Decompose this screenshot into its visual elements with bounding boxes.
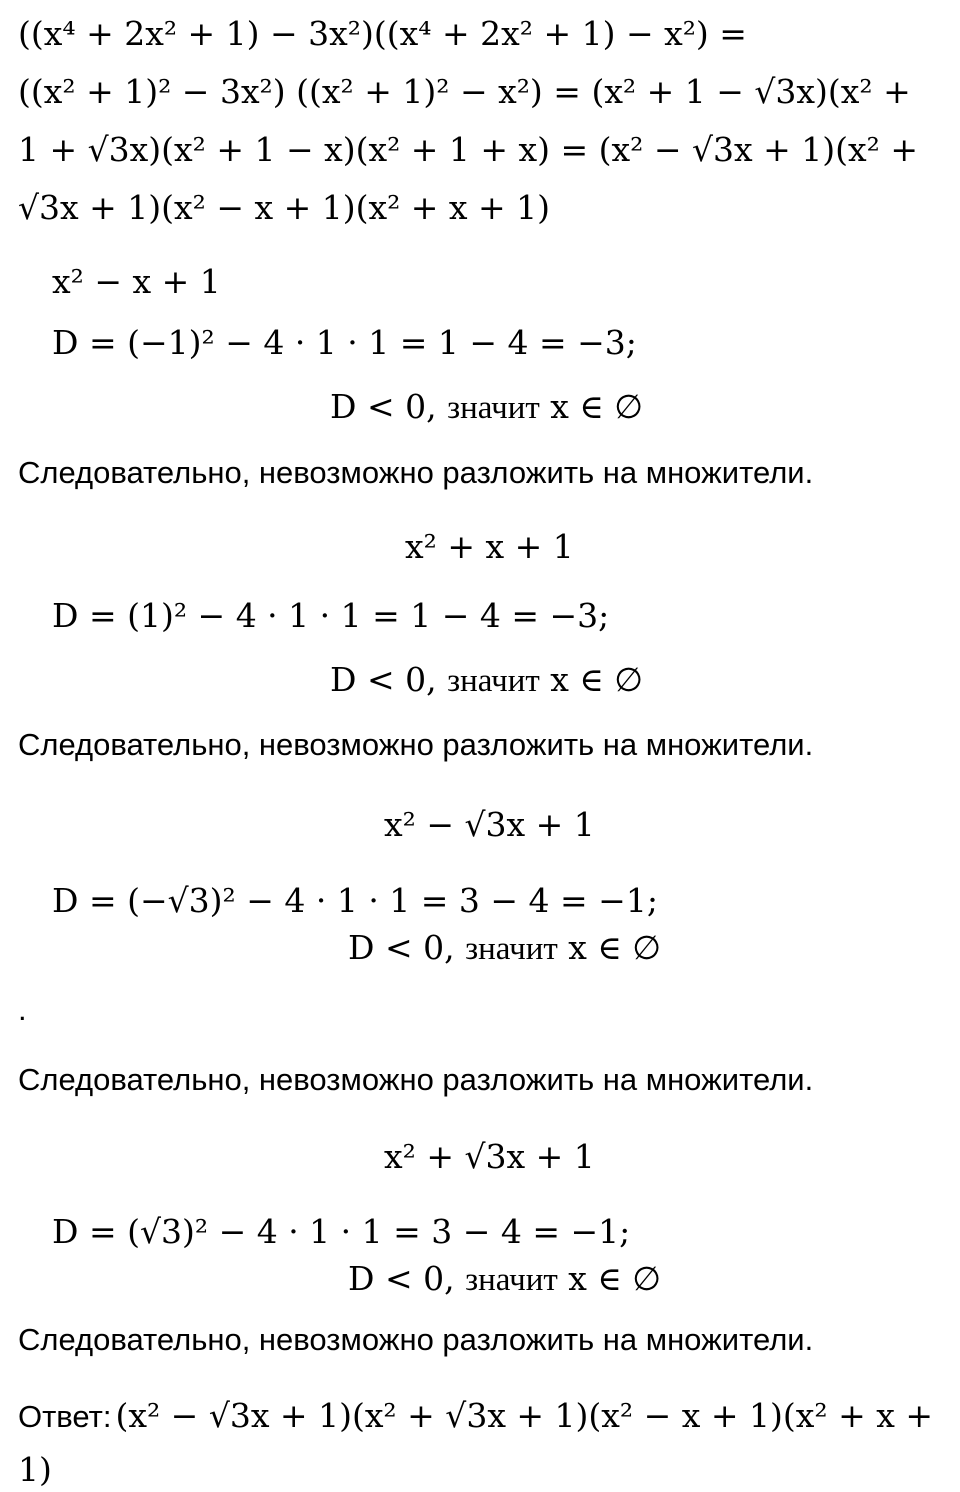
derivation-line-3: 1 + √3x)(x² + 1 − x)(x² + 1 + x) = (x² − √3x + 1)(x² +: [18, 130, 919, 169]
block4-conclusion-math: D < 0,: [348, 1259, 455, 1298]
block4-conclusion-word: значит: [465, 1262, 558, 1298]
block1-statement: Следовательно, невозможно разложить на множители.: [18, 455, 814, 490]
block4-polynomial: x² + √3x + 1: [384, 1137, 595, 1176]
block2-statement: Следовательно, невозможно разложить на множители.: [18, 727, 814, 762]
block2-conclusion-math: D < 0,: [330, 660, 437, 699]
block3-conclusion-math: D < 0,: [348, 928, 455, 967]
block3-conclusion: [348, 928, 661, 968]
block4-conclusion: [348, 1259, 661, 1299]
block3-statement: Следовательно, невозможно разложить на множители.: [18, 1062, 814, 1097]
block4-statement: Следовательно, невозможно разложить на множители.: [18, 1322, 814, 1357]
block4-discriminant: D = (√3)² − 4 · 1 · 1 = 3 − 4 = −1;: [52, 1212, 631, 1251]
block3-discriminant: D = (−√3)² − 4 · 1 · 1 = 3 − 4 = −1;: [52, 881, 658, 920]
block3-stray-dot: .: [18, 992, 27, 1027]
answer-expression: (x² − √3x + 1)(x² + √3x + 1)(x² − x + 1)(x² + x +: [115, 1396, 933, 1435]
block1-polynomial: x² − x + 1: [52, 262, 221, 301]
block1-conclusion-word: значит: [447, 390, 540, 426]
block2-conclusion: [330, 660, 643, 700]
block2-discriminant: D = (1)² − 4 · 1 · 1 = 1 − 4 = −3;: [52, 596, 610, 635]
derivation-line-1: ((x⁴ + 2x² + 1) − 3x²)((x⁴ + 2x² + 1) − x²) =: [18, 14, 747, 53]
derivation-line-2: ((x² + 1)² − 3x²) ((x² + 1)² − x²) = (x² + 1 − √3x)(x² +: [18, 72, 911, 111]
answer-label: Ответ:: [18, 1399, 112, 1434]
answer-line-2: 1): [18, 1450, 52, 1489]
block1-conclusion: [330, 387, 643, 427]
block2-conclusion-tail: x ∈ ∅: [550, 660, 644, 699]
block3-polynomial: x² − √3x + 1: [384, 805, 595, 844]
block3-conclusion-word: значит: [465, 931, 558, 967]
block2-conclusion-word: значит: [447, 663, 540, 699]
block1-discriminant: D = (−1)² − 4 · 1 · 1 = 1 − 4 = −3;: [52, 323, 637, 362]
answer-line-1: [18, 1396, 933, 1435]
derivation-line-4: √3x + 1)(x² − x + 1)(x² + x + 1): [18, 188, 551, 227]
block3-conclusion-tail: x ∈ ∅: [568, 928, 662, 967]
block1-conclusion-tail: x ∈ ∅: [550, 387, 644, 426]
block2-polynomial: x² + x + 1: [405, 527, 574, 566]
block1-conclusion-math: D < 0,: [330, 387, 437, 426]
block4-conclusion-tail: x ∈ ∅: [568, 1259, 662, 1298]
